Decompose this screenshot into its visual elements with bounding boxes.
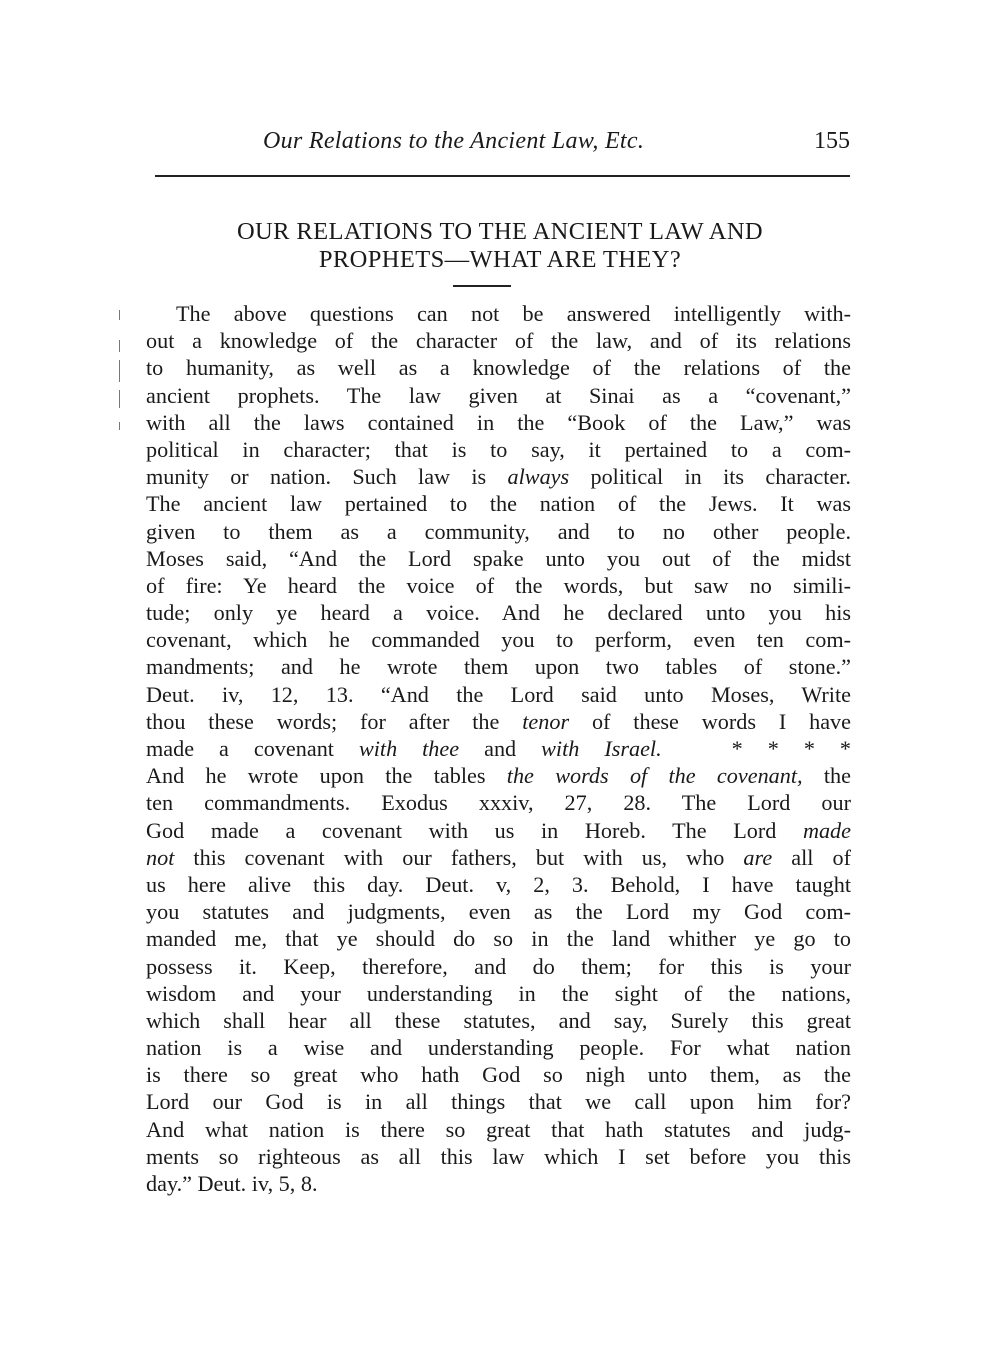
body-paragraph <box>146 300 851 1197</box>
text-line: us here alive this day. Deut. v, 2, 3. Behold, I have taught <box>146 871 851 897</box>
text-run: made a covenant <box>146 736 359 761</box>
text-line: Lord our God is in all things that we call upon him for? <box>146 1089 851 1115</box>
text-run: of these words I have <box>569 708 852 734</box>
text-line <box>146 708 851 735</box>
ellipsis-asterisks: * * * * <box>731 736 851 761</box>
text-run: thou these words; for after the <box>146 708 523 734</box>
chapter-title-line-1: OUR RELATIONS TO THE ANCIENT LAW AND <box>236 218 764 245</box>
text-run: And he wrote upon the tables <box>146 763 507 789</box>
text-line: ments so righteous as all this law which I set before you this <box>146 1143 851 1169</box>
text-line: day.” Deut. iv, 5, 8. <box>146 1171 318 1196</box>
text-run: and <box>459 736 542 761</box>
text-line <box>146 762 851 789</box>
text-line: The above questions can not be answered intelligently with- <box>176 301 851 326</box>
italic-run: the words of the covenant, <box>506 763 803 789</box>
text-line: The ancient law pertained to the nation of the Jews. It was <box>146 491 851 517</box>
italic-run: not <box>146 844 175 870</box>
text-line: mandments; and he wrote them upon two tables of stone.” <box>146 654 851 680</box>
title-rule <box>453 285 511 287</box>
italic-run: with Israel. <box>541 736 662 761</box>
text-run: munity or nation. Such law is <box>146 464 508 490</box>
text-line: covenant, which he commanded you to perform, even ten com- <box>146 627 851 653</box>
header-rule <box>155 175 850 177</box>
margin-tick <box>119 390 120 408</box>
chapter-title-line-2: PROPHETS—WHAT ARE THEY? <box>318 246 682 273</box>
chapter-title <box>150 218 850 274</box>
text-line: Deut. iv, 12, 13. “And the Lord said unto Moses, Write <box>146 681 851 707</box>
margin-tick <box>119 340 120 352</box>
text-run: this covenant with our fathers, but with us, who <box>174 844 744 870</box>
margin-marks <box>113 310 123 470</box>
italic-run: made <box>802 817 851 843</box>
running-header <box>155 128 850 158</box>
text-run: the <box>802 763 851 789</box>
margin-tick <box>119 310 120 320</box>
italic-run: always <box>507 464 570 490</box>
text-line: Moses said, “And the Lord spake unto you out of the midst <box>146 545 851 571</box>
text-line: nation is a wise and understanding people. For what nation <box>146 1035 851 1061</box>
running-title: Our Relations to the Ancient Law, Etc. <box>263 128 645 154</box>
text-line: possess it. Keep, therefore, and do them; for this is your <box>146 953 851 979</box>
text-run: political in its character. <box>569 464 851 490</box>
text-line: with all the laws contained in the “Book of the Law,” was <box>146 409 851 435</box>
text-line: political in character; that is to say, it pertained to a com- <box>146 436 851 462</box>
text-line: you statutes and judgments, even as the Lord my God com- <box>146 899 851 925</box>
text-line <box>146 735 851 762</box>
text-line <box>146 844 851 871</box>
italic-run: tenor <box>522 708 570 734</box>
text-line: out a knowledge of the character of the law, and of its relations <box>146 328 851 354</box>
page-number: 155 <box>814 128 850 154</box>
text-line: tude; only ye heard a voice. And he declared unto you his <box>146 600 851 626</box>
text-line <box>146 463 851 490</box>
text-run: God made a covenant with us in Horeb. The Lord <box>146 817 803 843</box>
text-line: ten commandments. Exodus xxxiv, 27, 28. The Lord our <box>146 790 851 816</box>
text-line: manded me, that ye should do so in the land whither ye go to <box>146 926 851 952</box>
text-line: which shall hear all these statutes, and say, Surely this great <box>146 1007 851 1033</box>
italic-run: are <box>743 844 773 870</box>
italic-run: with thee <box>358 736 460 761</box>
text-run: all of <box>772 844 851 870</box>
text-line: And what nation is there so great that hath statutes and judg- <box>146 1116 851 1142</box>
text-line: to humanity, as well as a knowledge of the relations of the <box>146 355 851 381</box>
text-line: given to them as a community, and to no other people. <box>146 518 851 544</box>
margin-tick <box>119 422 120 430</box>
text-line: wisdom and your understanding in the sight of the nations, <box>146 980 851 1006</box>
margin-tick <box>119 360 120 382</box>
text-line: of fire: Ye heard the voice of the words, but saw no simili- <box>146 572 851 598</box>
text-line: ancient prophets. The law given at Sinai as a “covenant,” <box>146 382 851 408</box>
text-line <box>146 817 851 844</box>
text-line: is there so great who hath God so nigh unto them, as the <box>146 1062 851 1088</box>
